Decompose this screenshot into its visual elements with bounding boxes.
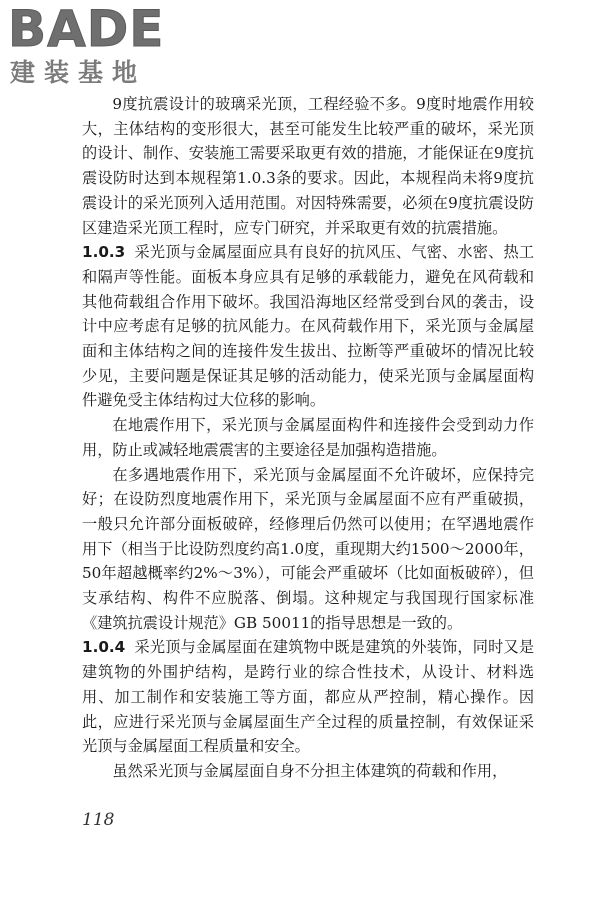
page-number: 118 — [82, 810, 115, 830]
clause-number: 1.0.3 — [82, 243, 126, 262]
logo-subtitle: 建装基地 — [10, 58, 147, 87]
paragraph-trailing: 虽然采光顶与金属屋面自身不分担主体建筑的荷载和作用， — [112, 761, 508, 780]
brand-logo — [8, 0, 178, 90]
paragraph-seismic-levels: 在多遇地震作用下，采光顶与金属屋面不允许破坏，应保持完好；在设防烈度地震作用下，采光顶与金属屋面不应有严重破损，一般只允许部分面板破碎，经修理后仍然可以使用；在罕遇地震作用下（相当于比设防烈度约高1.0度，重现期大约1500～2000年，50年超越概率约2%～3%），可能会严重破坏（比如面板破碎），但支承结构、构件不应脱落、倒塌。这种规定与我国现行国家标准《建筑抗震设计规范》GB 50011的指导思想是一致的。 — [82, 465, 534, 632]
paragraph-seismic: 在地震作用下，采光顶与金属屋面构件和连接件会受到动力作用，防止或减轻地震震害的主要途径是加强构造措施。 — [82, 416, 534, 459]
paragraph-continued: 9度抗震设计的玻璃采光顶，工程经验不多。9度时地震作用较大，主体结构的变形很大，甚至可能发生比较严重的破坏，采光顶的设计、制作、安装施工需要采取更有效的措施，才能保证在9度抗震设防时达到本规程第1.0.3条的要求。因此，本规程尚未将9度抗震设计的采光顶列入适用范围。对因特殊需要，必须在9度抗震设防区建造采光顶工程时，应专门研究，并采取更有效的抗震措施。 — [82, 95, 534, 237]
clause-text: 采光顶与金属屋面应具有良好的抗风压、气密、水密、热工和隔声等性能。面板本身应具有足够的承载能力，避免在风荷载和其他荷载组合作用下破坏。我国沿海地区经常受到台风的袭击，设计中应考虑有足够的抗风能力。在风荷载作用下，采光顶与金属屋面和主体结构之间的连接件发生拔出、拉断等严重破坏的情况比较少见，主要问题是保证其足够的活动能力，使采光顶与金属屋面构件避免受主体结构过大位移的影响。 — [82, 243, 534, 410]
document-body — [82, 92, 534, 784]
logo-wordmark: BADE — [8, 0, 165, 58]
clause-text: 采光顶与金属屋面在建筑物中既是建筑的外装饰，同时又是建筑物的外围护结构，是跨行业的综合性技术，从设计、材料选用、加工制作和安装施工等方面，都应从严控制，精心操作。因此，应进行采光顶与金属屋面生产全过程的质量控制，有效保证采光顶与金属屋面工程质量和安全。 — [82, 638, 534, 756]
clause-1-0-4 — [82, 635, 534, 759]
clause-1-0-3 — [82, 240, 534, 413]
clause-number: 1.0.4 — [82, 638, 126, 657]
